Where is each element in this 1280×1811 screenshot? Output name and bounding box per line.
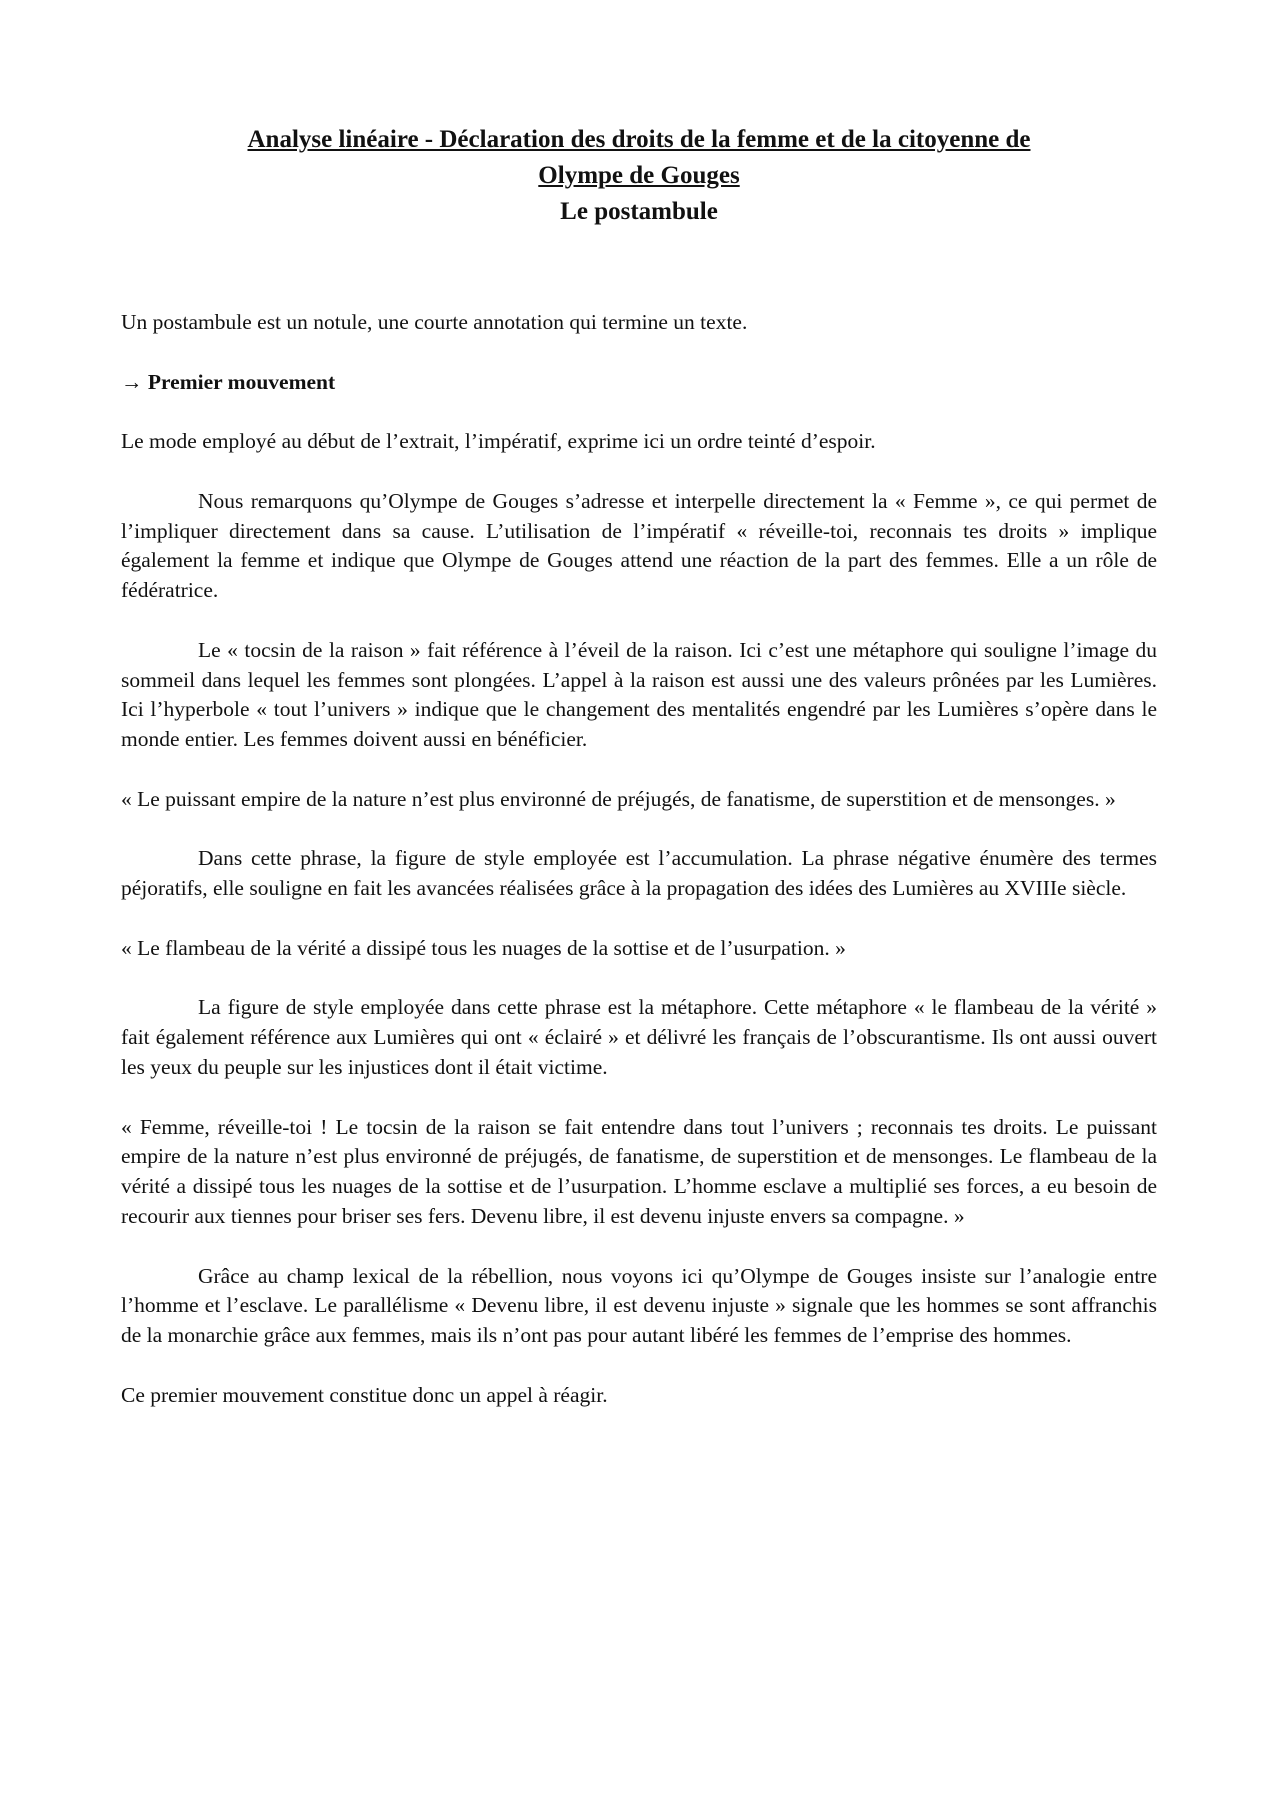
paragraph: Le mode employé au début de l’extrait, l’impératif, exprime ici un ordre teinté d’espoir. <box>121 429 876 454</box>
quotation: « Le flambeau de la vérité a dissipé tous les nuages de la sottise et de l’usurpation. » <box>121 935 846 960</box>
paragraph: Le « tocsin de la raison » fait référence à l’éveil de la raison. Ici c’est une métaphore qui souligne l’image du sommeil dans lequel les femmes sont plongées. L’appel à la raison est aussi une des valeurs prônées par les Lumières. Ici l’hyperbole « tout l’univers » indique que le changement des mentalités engendré par les Lumières s’opère dans le monde entier. Les femmes doivent aussi en bénéficier. <box>121 637 1157 752</box>
subtitle: Le postambule <box>560 198 718 225</box>
document-body <box>121 308 1157 1410</box>
quotation: « Femme, réveille-toi ! Le tocsin de la raison se fait entendre dans tout l’univers ; reconnais tes droits. Le puissant empire de la nature n’est plus environné de préjugés, de fanatisme, de superstition et de mensonges. Le flambeau de la vérité a dissipé tous les nuages de la sottise et de l’usurpation. L’homme esclave a multiplié ses forces, a eu besoin de recourir aux tiennes pour briser ses fers. Devenu libre, il est devenu injuste envers sa compagne. » <box>121 1114 1157 1228</box>
paragraph: Un postambule est un notule, une courte annotation qui termine un texte. <box>121 310 748 334</box>
quotation: « Le puissant empire de la nature n’est plus environné de préjugés, de fanatisme, de superstition et de mensonges. » <box>121 786 1116 811</box>
document-title <box>121 122 1157 230</box>
section-heading: → Premier mouvement <box>121 369 336 394</box>
document-page <box>121 0 1157 1440</box>
paragraph: Nous remarquons qu’Olympe de Gouges s’adresse et interpelle directement la « Femme », ce qui permet de l’impliquer directement dans sa cause. L’utilisation de l’impératif « réveille-toi, reconnais tes droits » implique également la femme et indique que Olympe de Gouges attend une réaction de la part des femmes. Elle a un rôle de fédératrice. <box>121 488 1157 603</box>
paragraph: Dans cette phrase, la figure de style employée est l’accumulation. La phrase négative énumère des termes péjoratifs, elle souligne en fait les avancées réalisées grâce à la propagation des idées des Lumières au XVIIIe siècle. <box>121 846 1157 901</box>
paragraph: Ce premier mouvement constitue donc un appel à réagir. <box>121 1382 608 1407</box>
title-line-2: Olympe de Gouges <box>538 162 740 189</box>
paragraph: Grâce au champ lexical de la rébellion, nous voyons ici qu’Olympe de Gouges insiste sur l’analogie entre l’homme et l’esclave. Le parallélisme « Devenu libre, il est devenu injuste » signale que les hommes se sont affranchis de la monarchie grâce aux femmes, mais ils n’ont pas pour autant libéré les femmes de l’emprise des hommes. <box>121 1263 1157 1348</box>
title-line-1: Analyse linéaire - Déclaration des droits de la femme et de la citoyenne de <box>247 126 1031 153</box>
paragraph: La figure de style employée dans cette phrase est la métaphore. Cette métaphore « le flambeau de la vérité » fait également référence aux Lumières qui ont « éclairé » et délivré les français de l’obscurantisme. Ils ont aussi ouvert les yeux du peuple sur les injustices dont il était victime. <box>121 995 1157 1079</box>
